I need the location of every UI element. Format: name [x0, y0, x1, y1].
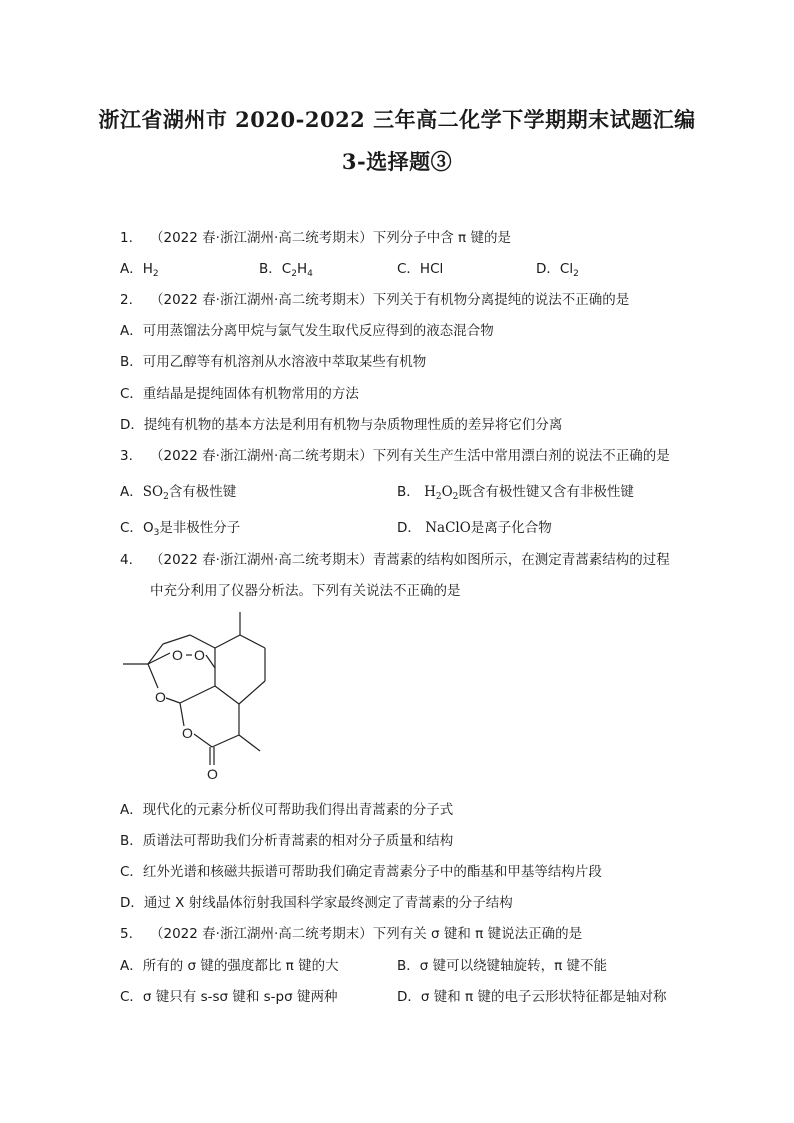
q4-option-b: B．质谱法可帮助我们分析青蒿素的相对分子质量和结构: [120, 833, 454, 849]
question-stem: （2022 春·浙江湖州·高二统考期末）下列有关生产生活中常用漂白剂的说法不正确的是: [150, 448, 670, 464]
q4-option-a: A．现代化的元素分析仪可帮助我们得出青蒿素的分子式: [120, 802, 454, 818]
question-stem: （2022 春·浙江湖州·高二统考期末）青蒿素的结构如图所示，在测定青蒿素结构的过程: [150, 552, 670, 568]
q5-option-c: C．σ 键只有 s-sσ 键和 s-pσ 键两种: [120, 989, 338, 1005]
question-1: [120, 229, 511, 247]
question-stem: （2022 春·浙江湖州·高二统考期末）下列分子中含 π 键的是: [150, 230, 511, 246]
question-stem-continued: 中充分利用了仪器分析法。下列有关说法不正确的是: [150, 583, 461, 599]
q3-option-d: D． NaClO是离子化合物: [397, 520, 552, 536]
oxygen-atom-label: O: [194, 647, 205, 663]
q4-option-c: C．红外光谱和核磁共振谱可帮助我们确定青蒿素分子中的酯基和甲基等结构片段: [120, 864, 602, 880]
artemisinin-structure-diagram: [118, 608, 288, 788]
q1-option-c: C．HCl: [397, 261, 444, 277]
question-4: [120, 551, 670, 569]
q2-option-b: B．可用乙醇等有机溶剂从水溶液中萃取某些有机物: [120, 354, 427, 370]
question-number: 4.: [120, 552, 133, 568]
oxygen-atom-label: O: [182, 725, 193, 741]
q5-option-b: B．σ 键可以绕键轴旋转，π 键不能: [397, 958, 608, 974]
oxygen-atom-label: O: [207, 766, 218, 782]
question-number: 2.: [120, 292, 133, 308]
question-number: 1.: [120, 230, 133, 246]
question-number: 5.: [120, 926, 133, 942]
q1-option-b: B．$C_2H_4$: [259, 261, 313, 279]
oxygen-atom-label: O: [155, 689, 166, 705]
q5-option-d: D．σ 键和 π 键的电子云形状特征都是轴对称: [397, 989, 667, 1005]
page-subtitle: 3-选择题③: [341, 149, 453, 174]
question-stem: （2022 春·浙江湖州·高二统考期末）下列关于有机物分离提纯的说法不正确的是: [150, 292, 630, 308]
q2-option-c: C．重结晶是提纯固体有机物常用的方法: [120, 386, 359, 402]
q5-option-a: A．所有的 σ 键的强度都比 π 键的大: [120, 958, 339, 974]
q4-option-d: D．通过 X 射线晶体衍射我国科学家最终测定了青蒿素的分子结构: [120, 895, 513, 911]
question-2: [120, 291, 629, 309]
question-number: 3.: [120, 448, 133, 464]
q1-option-a: A．$H_2$: [120, 261, 159, 279]
page-title: 浙江省湖州市 2020-2022 三年高二化学下学期期末试题汇编: [98, 107, 696, 132]
q2-option-d: D．提纯有机物的基本方法是利用有机物与杂质物理性质的差异将它们分离: [120, 417, 563, 433]
q1-option-d: D．$Cl_2$: [536, 261, 579, 279]
question-5: [120, 925, 582, 943]
question-stem: （2022 春·浙江湖州·高二统考期末）下列有关 σ 键和 π 键说法正确的是: [150, 926, 583, 942]
q3-option-a: A．$SO_2$含有极性键: [120, 484, 237, 502]
q3-option-b: B． $H_2O_2$既含有极性键又含有非极性键: [397, 484, 634, 502]
oxygen-atom-label: O: [172, 647, 183, 663]
q3-option-c: C．$O_3$是非极性分子: [120, 520, 241, 538]
q2-option-a: A．可用蒸馏法分离甲烷与氯气发生取代反应得到的液态混合物: [120, 323, 494, 339]
question-3: [120, 447, 670, 465]
